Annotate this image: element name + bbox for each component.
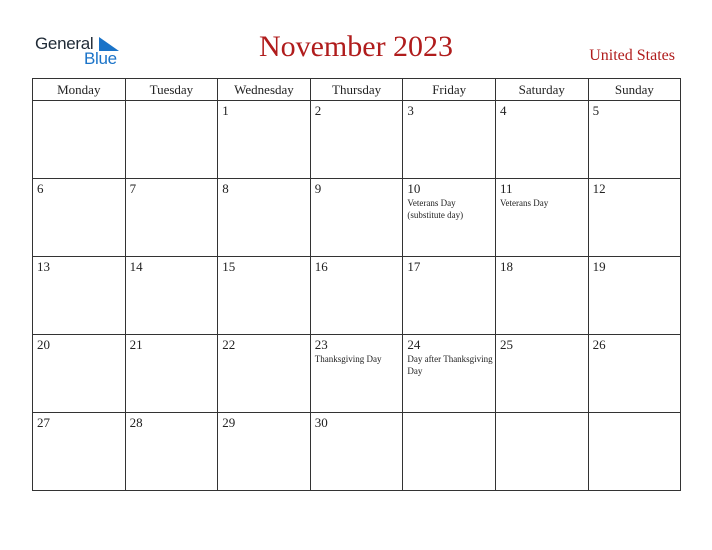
week-row	[33, 335, 681, 413]
day-number: 25	[499, 337, 513, 352]
weekday-header: Monday	[33, 79, 126, 101]
day-number: 14	[129, 259, 143, 274]
day-cell	[403, 101, 496, 179]
day-number: 26	[592, 337, 606, 352]
day-cell	[33, 413, 126, 491]
day-cell	[588, 413, 681, 491]
holiday-label: Thanksgiving Day	[314, 354, 382, 364]
day-cell	[310, 413, 403, 491]
day-number: 4	[499, 103, 507, 118]
page-title: November 2023	[258, 30, 454, 63]
day-number: 9	[314, 181, 322, 196]
day-number: 3	[407, 103, 414, 118]
week-row	[33, 257, 681, 335]
day-number	[33, 101, 125, 103]
day-cell	[588, 257, 681, 335]
logo-text-general: General	[35, 34, 94, 53]
day-cell	[588, 335, 681, 413]
day-cell	[125, 179, 218, 257]
day-cell	[495, 335, 588, 413]
day-number: 22	[222, 337, 236, 352]
day-cell	[125, 257, 218, 335]
day-cell	[33, 179, 126, 257]
day-cell	[125, 335, 218, 413]
day-number: 6	[37, 181, 44, 196]
day-cell	[218, 101, 311, 179]
holiday-label: Veterans Day (substitute day)	[407, 198, 464, 220]
day-cell	[403, 413, 496, 491]
day-cell	[310, 335, 403, 413]
day-number: 30	[314, 415, 328, 430]
day-number: 18	[499, 259, 513, 274]
day-number: 2	[314, 103, 322, 118]
day-cell	[495, 257, 588, 335]
weekday-header: Wednesday	[218, 79, 311, 101]
week-row	[33, 179, 681, 257]
day-number: 5	[592, 103, 600, 118]
day-cell	[218, 413, 311, 491]
day-number: 1	[222, 103, 229, 118]
day-cell	[403, 257, 496, 335]
day-number: 13	[37, 259, 50, 274]
day-cell	[125, 101, 218, 179]
day-number: 19	[592, 259, 606, 274]
week-row	[33, 413, 681, 491]
weekday-header: Saturday	[495, 79, 588, 101]
day-cell	[310, 101, 403, 179]
holiday-label: Day after Thanksgiving Day	[407, 354, 493, 376]
day-cell	[495, 179, 588, 257]
day-cell	[33, 101, 126, 179]
day-cell	[495, 413, 588, 491]
day-cell	[495, 101, 588, 179]
day-number: 16	[314, 259, 328, 274]
day-cell	[218, 179, 311, 257]
day-number: 15	[222, 259, 236, 274]
day-cell	[125, 413, 218, 491]
day-number: 7	[129, 181, 137, 196]
day-cell	[403, 179, 496, 257]
day-number: 12	[592, 181, 606, 196]
day-cell	[218, 335, 311, 413]
day-cell	[310, 257, 403, 335]
day-number: 24	[407, 337, 421, 352]
day-number: 11	[499, 181, 513, 196]
day-cell	[588, 101, 681, 179]
day-number	[496, 413, 588, 415]
day-cell	[310, 179, 403, 257]
holiday-label: Veterans Day	[499, 198, 549, 208]
day-cell	[218, 257, 311, 335]
weekday-header: Sunday	[588, 79, 681, 101]
day-number: 21	[129, 337, 143, 352]
weekday-header: Thursday	[310, 79, 403, 101]
day-number: 23	[314, 337, 328, 352]
day-cell	[588, 179, 681, 257]
day-cell	[33, 335, 126, 413]
day-cell	[403, 335, 496, 413]
weekday-header-row	[33, 79, 681, 101]
weekday-header: Friday	[403, 79, 496, 101]
week-row	[33, 101, 681, 179]
weekday-header: Tuesday	[125, 79, 218, 101]
day-number: 27	[37, 415, 50, 430]
day-number	[126, 101, 218, 103]
day-number: 8	[222, 181, 229, 196]
day-number	[403, 413, 495, 415]
day-number: 10	[407, 181, 421, 196]
calendar-grid	[32, 78, 681, 491]
country-label: United States	[589, 47, 675, 64]
logo-text-blue: Blue	[84, 49, 117, 68]
day-number	[589, 413, 681, 415]
day-cell	[33, 257, 126, 335]
day-number: 20	[37, 337, 50, 352]
day-number: 29	[222, 415, 236, 430]
day-number: 28	[129, 415, 143, 430]
day-number: 17	[407, 259, 421, 274]
